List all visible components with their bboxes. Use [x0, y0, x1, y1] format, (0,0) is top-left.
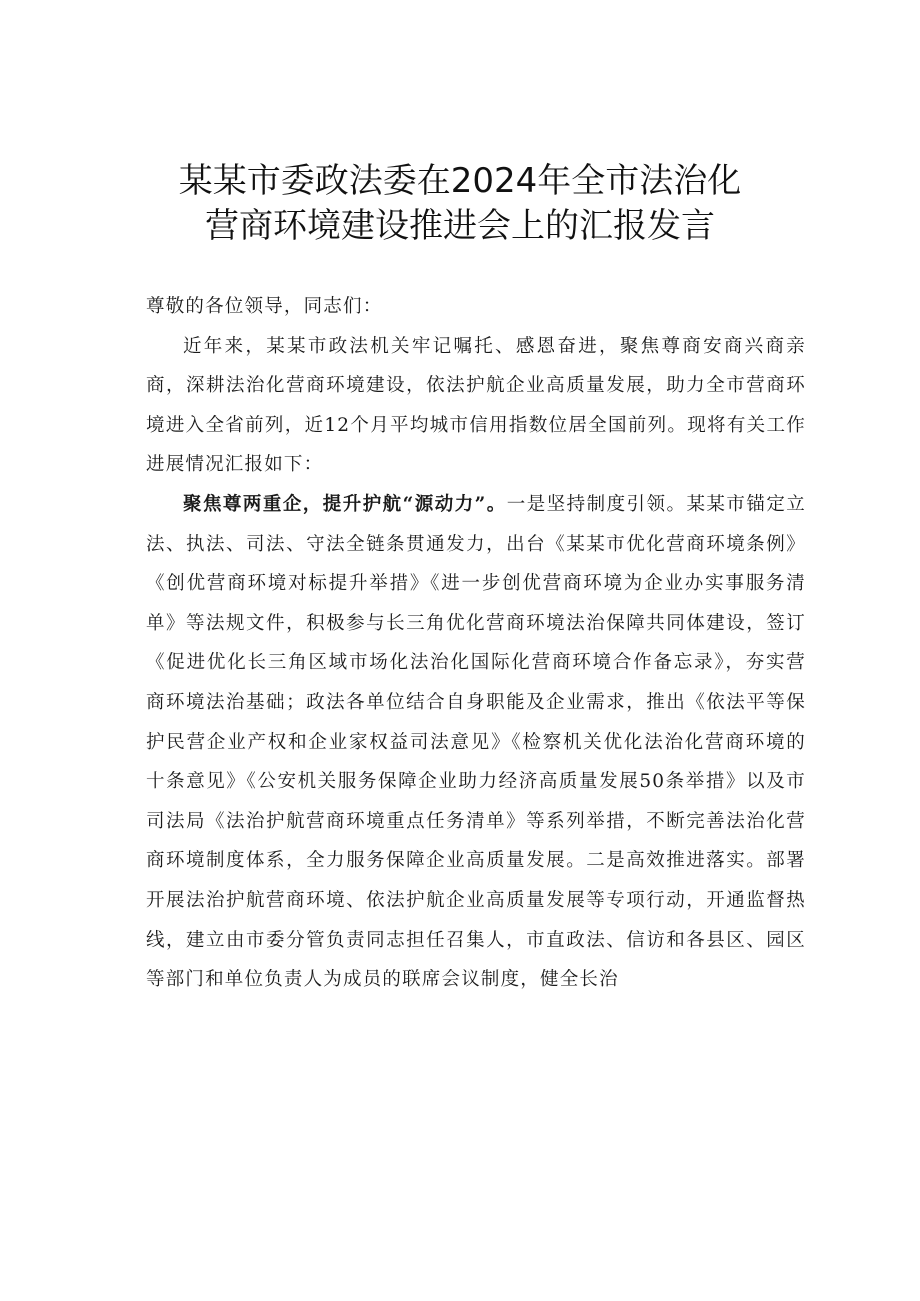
salutation: 尊敬的各位领导，同志们：	[146, 296, 383, 317]
document-title-line-2: 营商环境建设推进会上的汇报发言	[205, 206, 715, 246]
section-1-body: 一是坚持制度引领。某某市锚定立法、执法、司法、守法全链条贯通发力，出台《某某市优化营商环境条例》《创优营商环境对标提升举措》《进一步创优营商环境为企业办实事服务清单》等法规文件，积极参与长三角优化营商环境法治保障共同体建设，签订《促进优化长三角区域市场化法治化国际化营商环境合作备忘录》，夯实营商环境法治基础；政法各单位结合自身职能及企业需求，推出《依法平等保护民营企业产权和企业家权益司法意见》《检察机关优化法治化营商环境的十条意见》《公安机关服务保障企业助力经济高质量发展50条举措》以及市司法局《法治护航营商环境重点任务清单》等系列举措，不断完善法治化营商环境制度体系，全力服务保障企业高质量发展。二是高效推进落实。部署开展法治护航营商环境、依法护航企业高质量发展等专项行动，开通监督热线，建立由市委分管负责同志担任召集人，市直政法、信访和各县区、园区等部门和单位负责人为成员的联席会议制度，健全长治	[146, 493, 806, 991]
section-1-paragraph	[146, 485, 806, 1000]
intro-paragraph: 近年来，某某市政法机关牢记嘱托、感恩奋进，聚焦尊商安商兴商亲商，深耕法治化营商环境建设，依法护航企业高质量发展，助力全市营商环境进入全省前列，近12个月平均城市信用指数位居全国前列。现将有关工作进展情况汇报如下：	[146, 335, 806, 476]
document-title-line-1: 某某市委政法委在2024年全市法治化	[178, 161, 742, 201]
document-body	[146, 287, 806, 1000]
section-1-heading: 聚焦尊两重企，提升护航“源动力”。	[183, 493, 507, 515]
